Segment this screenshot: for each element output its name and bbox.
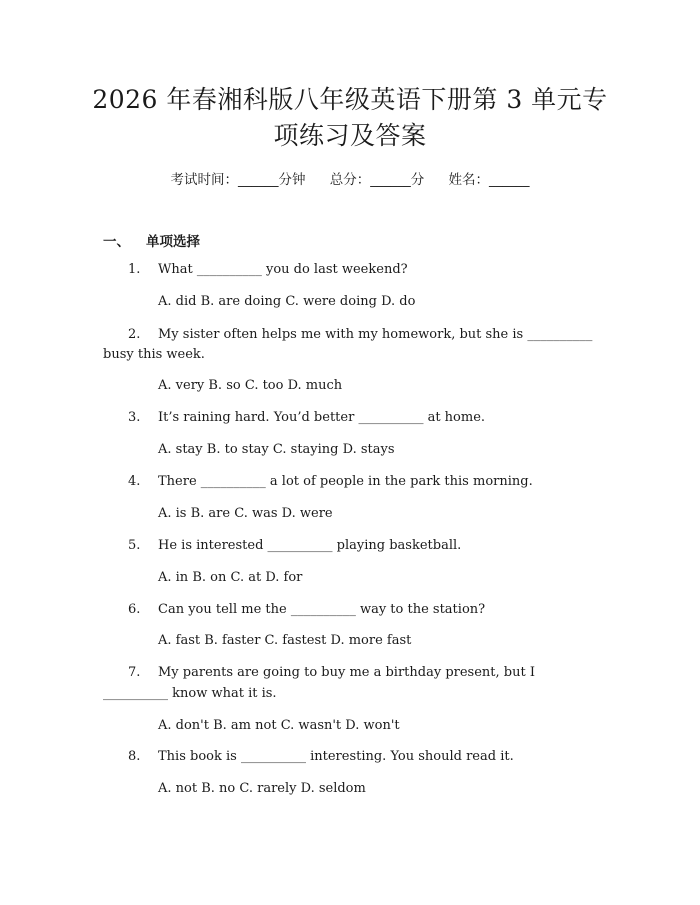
document-title-line-1: 2026 年春湘科版八年级英语下册第 3 单元专 <box>92 85 608 114</box>
exam-info-row <box>0 168 700 188</box>
question-8-options: A. not B. no C. rarely D. seldom <box>158 781 366 796</box>
question-5-options: A. in B. on C. at D. for <box>158 570 303 585</box>
total-score-field: 总分：______分 <box>329 172 425 188</box>
question-1-options: A. did B. are doing C. were doing D. do <box>158 294 416 309</box>
question-3-options: A. stay B. to stay C. staying D. stays <box>158 442 395 457</box>
question-text: My sister often helps me with my homework, but she is __________ <box>158 327 593 342</box>
question-number: 1. <box>128 262 141 277</box>
question-number: 6. <box>128 602 141 617</box>
document-title-line-2: 项练习及答案 <box>273 121 427 150</box>
question-text-continuation: __________ know what it is. <box>103 686 277 701</box>
question-number: 2. <box>128 327 141 342</box>
section-heading <box>103 230 200 250</box>
question-text: My parents are going to buy me a birthday present, but I <box>158 665 535 680</box>
question-number: 8. <box>128 749 141 764</box>
exam-time-field: 考试时间：______分钟 <box>170 172 306 188</box>
question-4-options: A. is B. are C. was D. were <box>158 506 333 521</box>
section-label: 单项选择 <box>146 234 200 250</box>
section-number: 一、 <box>103 234 130 250</box>
question-number: 7. <box>128 665 141 680</box>
student-name-field: 姓名：______ <box>448 172 530 188</box>
question-text: Can you tell me the __________ way to the station? <box>158 602 486 617</box>
question-text: It’s raining hard. You’d better __________ at home. <box>158 410 486 425</box>
question-text: There __________ a lot of people in the park this morning. <box>158 474 533 489</box>
question-7-options: A. don't B. am not C. wasn't D. won't <box>158 718 400 733</box>
question-number: 5. <box>128 538 141 553</box>
question-text-continuation: busy this week. <box>103 347 205 362</box>
question-text: What __________ you do last weekend? <box>158 262 408 277</box>
question-text: This book is __________ interesting. You should read it. <box>158 749 514 764</box>
question-2-options: A. very B. so C. too D. much <box>158 378 343 393</box>
question-6-options: A. fast B. faster C. fastest D. more fast <box>158 633 412 648</box>
question-number: 4. <box>128 474 141 489</box>
question-number: 3. <box>128 410 141 425</box>
question-text: He is interested __________ playing basketball. <box>158 538 462 553</box>
